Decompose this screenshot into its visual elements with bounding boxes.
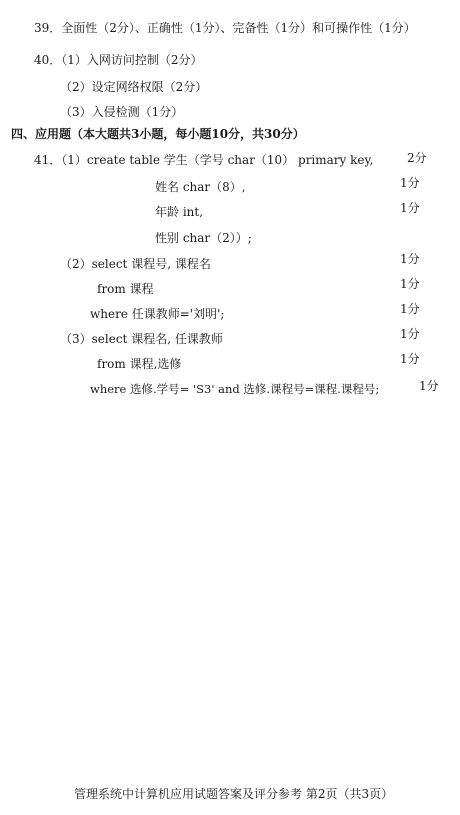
answer-41-3-line3: where 选修.学号= 'S3' and 选修.课程号=课程.课程号;: [90, 382, 380, 396]
answer-40-2: （2）设定网络权限（2分）: [60, 80, 208, 94]
answer-41-2-line1-score: 1分: [400, 252, 420, 266]
answer-41-2-line1: （2）select 课程号, 课程名: [60, 257, 211, 271]
answer-41-3-line2: from 课程,选修: [97, 357, 182, 371]
answer-41-1-line1-score: 2分: [407, 151, 427, 165]
answer-41-2-line3-score: 1分: [400, 302, 420, 316]
answer-41-2-line3: where 任课教师='刘明';: [90, 307, 225, 321]
answer-41-3-line1-score: 1分: [400, 327, 420, 341]
answer-41-3-line3-score: 1分: [419, 379, 439, 393]
page-footer: 管理系统中计算机应用试题答案及评分参考 第2页（共3页）: [74, 787, 394, 801]
answer-40-1: 40．（1）入网访问控制（2分）: [34, 53, 203, 67]
answer-41-2-line2-score: 1分: [400, 277, 420, 291]
answer-41-1-line3-score: 1分: [400, 201, 420, 215]
answer-41-3-line1: （3）select 课程名, 任课教师: [60, 332, 223, 346]
answer-40-3: （3）入侵检测（1分）: [60, 105, 184, 119]
answer-41-1-line2: 姓名 char（8）,: [155, 180, 246, 194]
answer-41-2-line2: from 课程: [97, 282, 154, 296]
answer-41-3-line2-score: 1分: [400, 352, 420, 366]
section-4-heading: 四、应用题（本大题共3小题，每小题10分，共30分）: [11, 127, 305, 141]
answer-41-1-line4: 性别 char（2））;: [155, 231, 252, 245]
answer-41-1-line2-score: 1分: [400, 176, 420, 190]
answer-41-1-line1: 41．（1）create table 学生（学号 char（10） primary key,: [34, 153, 374, 167]
answer-39: 39．全面性（2分）、正确性（1分）、完备性（1分）和可操作性（1分）: [34, 21, 416, 35]
answer-41-1-line3: 年龄 int,: [155, 205, 204, 219]
